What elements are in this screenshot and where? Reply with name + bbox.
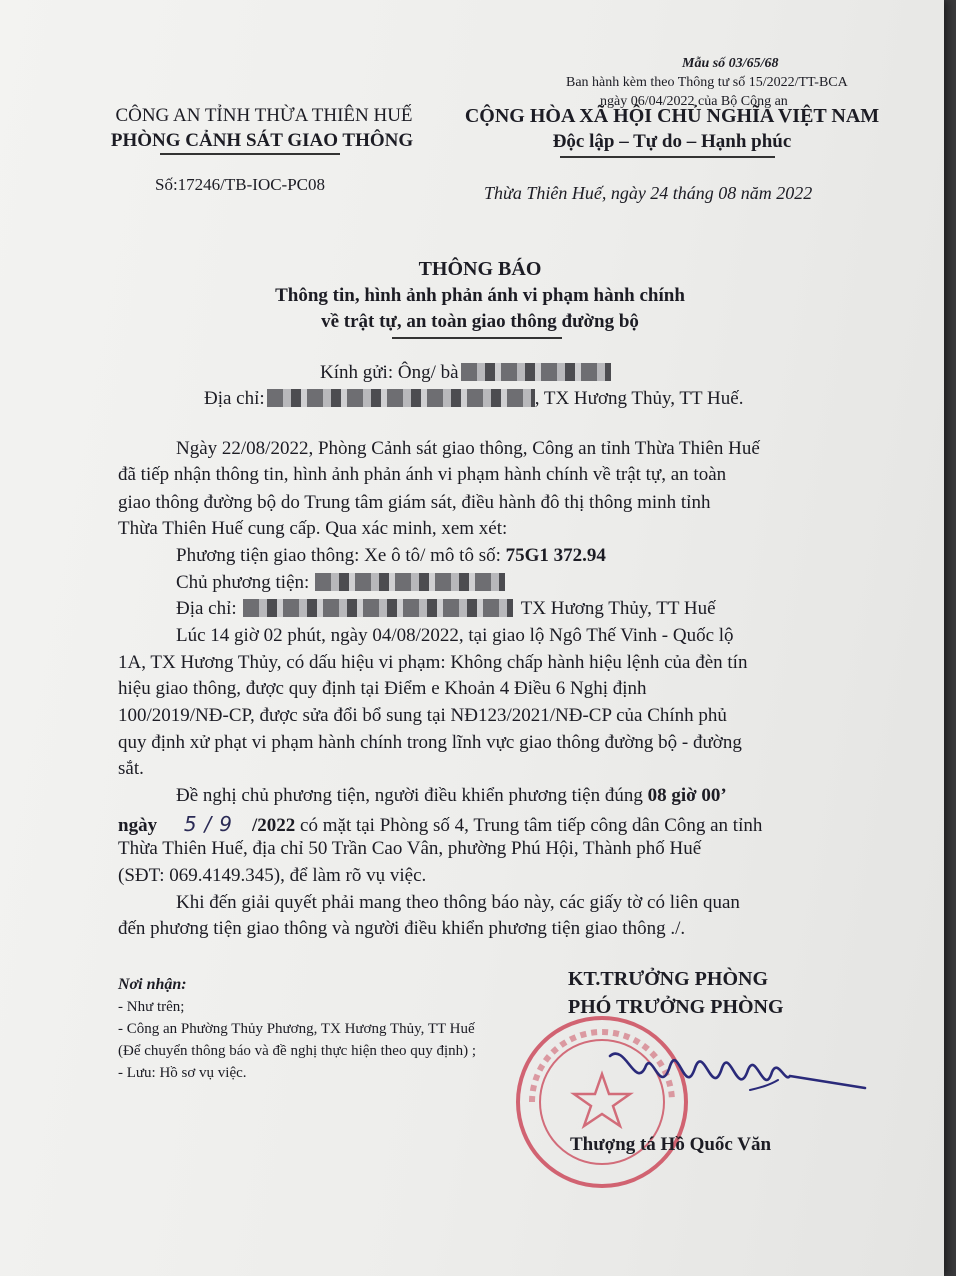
license-plate: 75G1 372.94 — [505, 545, 606, 566]
signature-title-1: KT.TRƯỞNG PHÒNG — [568, 968, 768, 990]
paragraph2-line1: Lúc 14 giờ 02 phút, ngày 04/08/2022, tại giao lộ Ngô Thế Vinh - Quốc lộ — [176, 625, 734, 646]
recipients-block — [118, 974, 488, 1084]
vehicle-line — [176, 545, 606, 567]
national-title: CỘNG HÒA XÃ HỘI CHỦ NGHĨA VIỆT NAM — [464, 105, 880, 127]
paragraph2-line6: sắt. — [118, 758, 144, 779]
document-subtitle-1: Thông tin, hình ảnh phản ánh vi phạm hành chính — [275, 285, 685, 306]
paragraph4-line1: Khi đến giải quyết phải mang theo thông báo này, các giấy tờ có liên quan — [176, 892, 740, 913]
recipient-item: - Công an Phường Thủy Phương, TX Hương Thủy, TT Huế (Để chuyển thông báo và đề nghị thực hiện theo quy định) ; — [118, 1021, 477, 1059]
paragraph2-line5: quy định xử phạt vi phạm hành chính trong lĩnh vực giao thông đường bộ - đường — [118, 732, 742, 753]
form-reference-line1: Ban hành kèm theo Thông tư số 15/2022/TT-BCA — [566, 75, 848, 90]
subtitle-underline — [392, 337, 562, 339]
document-title: THÔNG BÁO — [418, 258, 542, 280]
address-label: Địa chỉ: — [204, 388, 265, 409]
paragraph2-line3: hiệu giao thông, được quy định tại Điểm e Khoản 4 Điều 6 Nghị định — [118, 678, 647, 699]
motto-underline — [560, 156, 775, 158]
addressee-line — [320, 362, 611, 384]
owner-line — [176, 572, 505, 594]
address-tail: , TX Hương Thủy, TT Huế. — [534, 388, 744, 409]
recipient-item: - Như trên; — [118, 999, 185, 1015]
place-date: Thừa Thiên Huế, ngày 24 tháng 08 năm 2022 — [484, 183, 813, 203]
recipient-item: - Lưu: Hồ sơ vụ việc. — [118, 1065, 247, 1081]
paragraph3-text: Đề nghị chủ phương tiện, người điều khiển phương tiện đúng — [176, 785, 643, 806]
document-subtitle-2: về trật tự, an toàn giao thông đường bộ — [321, 311, 639, 332]
appointment-year: /2022 — [252, 815, 296, 836]
handwritten-signature — [600, 1028, 870, 1118]
redacted-address — [267, 389, 535, 407]
signature-title-2: PHÓ TRƯỞNG PHÒNG — [568, 996, 784, 1018]
owner-address-label: Địa chỉ: — [176, 598, 237, 619]
paragraph1-line1: Ngày 22/08/2022, Phòng Cảnh sát giao thông, Công an tỉnh Thừa Thiên Huế — [176, 438, 760, 459]
redacted-name — [461, 363, 611, 381]
paragraph3-line2 — [118, 812, 762, 837]
form-number: Mẫu số 03/65/68 — [682, 56, 779, 71]
agency-underline — [160, 153, 340, 155]
paragraph4-line2: đến phương tiện giao thông và người điều khiển phương tiện giao thông ./. — [118, 918, 686, 939]
paragraph1-line3: giao thông đường bộ do Trung tâm giám sát, điều hành đô thị thông minh tỉnh — [118, 492, 711, 513]
redacted-owner-address — [243, 599, 513, 617]
national-motto: Độc lập – Tự do – Hạnh phúc — [552, 131, 792, 152]
paragraph1-line2: đã tiếp nhận thông tin, hình ảnh phản ánh vi phạm hành chính về trật tự, an toàn — [118, 464, 727, 485]
agency-name: PHÒNG CẢNH SÁT GIAO THÔNG — [110, 130, 414, 151]
owner-address-line — [176, 598, 716, 620]
form-reference-line2: ngày 06/04/2022 của Bộ Công an — [600, 94, 788, 109]
paragraph3-line1 — [176, 785, 727, 807]
paragraph1-line4: Thừa Thiên Huế cung cấp. Qua xác minh, xem xét: — [118, 518, 508, 539]
owner-address-tail: TX Hương Thủy, TT Huế — [520, 598, 716, 619]
addressee-address-line — [204, 388, 743, 410]
appointment-day-label: ngày — [118, 815, 158, 836]
appointment-time: 08 giờ 00’ — [647, 785, 727, 806]
redacted-owner — [315, 573, 505, 591]
agency-parent: CÔNG AN TỈNH THỪA THIÊN HUẾ — [115, 105, 413, 126]
vehicle-label: Phương tiện giao thông: Xe ô tô/ mô tô số: — [176, 545, 501, 566]
handwritten-date: 5/9 — [183, 812, 241, 836]
paragraph2-line4: 100/2019/NĐ-CP, được sửa đổi bổ sung tại NĐ123/2021/NĐ-CP của Chính phủ — [118, 705, 727, 726]
recipients-heading: Nơi nhận: — [118, 976, 187, 993]
signer-name: Thượng tá Hồ Quốc Văn — [570, 1134, 772, 1155]
owner-label: Chủ phương tiện: — [176, 572, 310, 593]
paragraph3-line3: Thừa Thiên Huế, địa chỉ 50 Trần Cao Vân, phường Phú Hội, Thành phố Huế — [118, 838, 702, 859]
addressee-label: Kính gửi: Ông/ bà — [320, 362, 459, 383]
paragraph3-line2-tail: có mặt tại Phòng số 4, Trung tâm tiếp công dân Công an tỉnh — [300, 815, 763, 836]
document-number: Số:17246/TB-IOC-PC08 — [155, 175, 326, 194]
paragraph2-line2: 1A, TX Hương Thủy, có dấu hiệu vi phạm: Không chấp hành hiệu lệnh của đèn tín — [118, 652, 748, 673]
paragraph3-line4: (SĐT: 069.4149.345), để làm rõ vụ việc. — [118, 865, 427, 886]
